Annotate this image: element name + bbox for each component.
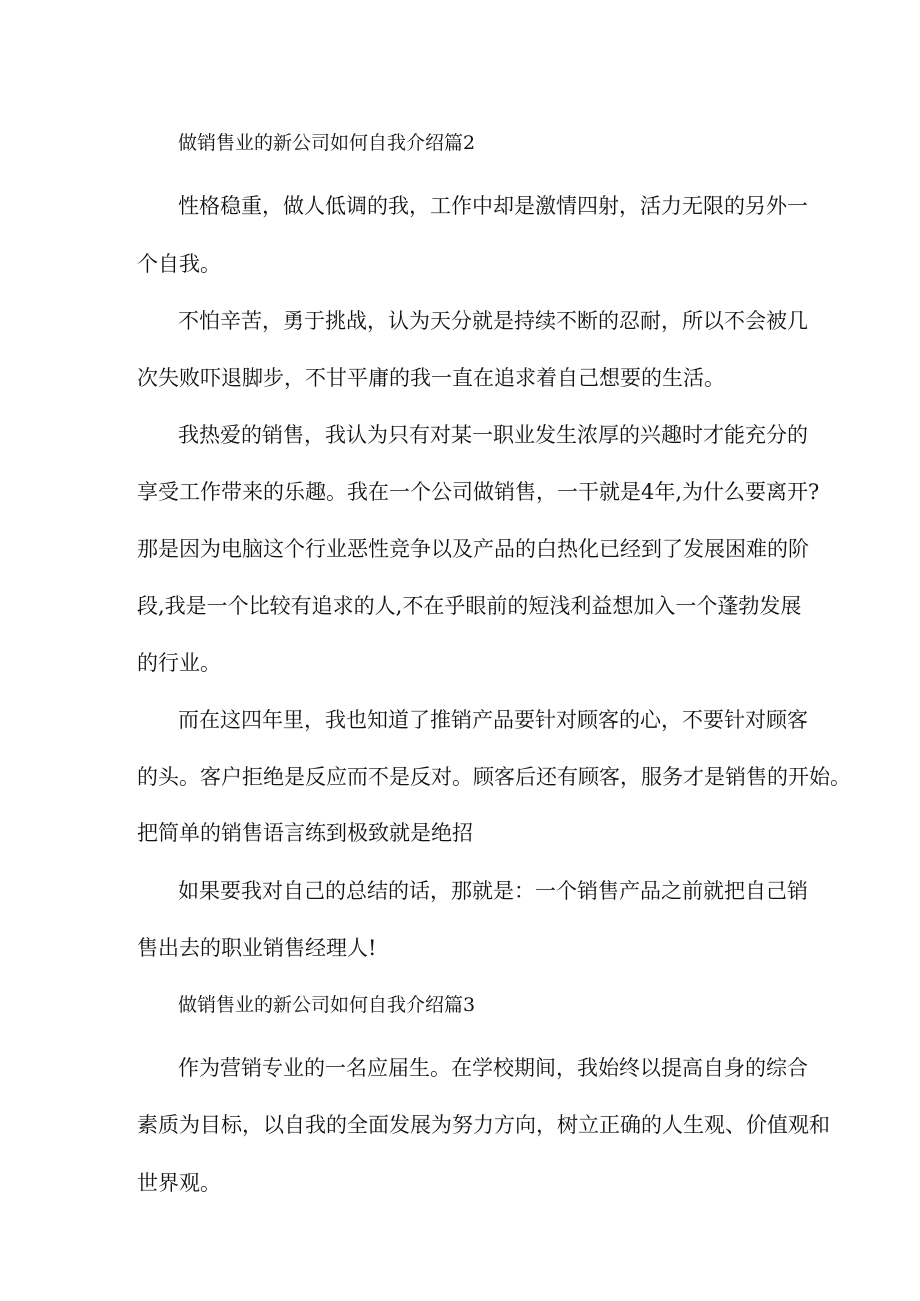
paragraph-line: 的行业。 (137, 651, 221, 675)
paragraph-line: 我热爱的销售，我认为只有对某一职业发生浓厚的兴趣时才能充分的 (178, 423, 808, 447)
paragraph-line: 那是因为电脑这个行业恶性竞争以及产品的白热化已经到了发展困难的阶 (137, 537, 809, 561)
paragraph-line: 售出去的职业销售经理人! (137, 936, 377, 960)
paragraph-line: 不怕辛苦，勇于挑战，认为天分就是持续不断的忍耐，所以不会被几 (178, 309, 808, 333)
paragraph-line: 如果要我对自己的总结的话，那就是：一个销售产品之前就把自己销 (178, 879, 808, 903)
paragraph-line: 素质为目标，以自我的全面发展为努力方向，树立正确的人生观、价值观和 (137, 1113, 830, 1137)
paragraph-line: 享受工作带来的乐趣。我在一个公司做销售，一干就是4年,为什么要离开? (137, 480, 820, 504)
paragraph-line: 性格稳重，做人低调的我，工作中却是激情四射，活力无限的另外一 (178, 194, 808, 218)
paragraph-line: 次失败吓退脚步，不甘平庸的我一直在追求着自己想要的生活。 (137, 366, 725, 390)
paragraph-line: 个自我。 (137, 252, 221, 276)
paragraph-line: 而在这四年里，我也知道了推销产品要针对顾客的心，不要针对顾客 (178, 708, 808, 732)
section-3-heading: 做销售业的新公司如何自我介绍篇3 (178, 994, 476, 1016)
paragraph-line: 作为营销专业的一名应届生。在学校期间，我始终以提高自身的综合 (178, 1056, 808, 1080)
paragraph-line: 把简单的销售语言练到极致就是绝招 (137, 821, 473, 845)
section-2-heading: 做销售业的新公司如何自我介绍篇2 (178, 132, 476, 154)
paragraph-line: 的头。客户拒绝是反应而不是反对。顾客后还有顾客，服务才是销售的开始。 (137, 765, 851, 789)
paragraph-line: 段,我是一个比较有追求的人,不在乎眼前的短浅利益想加入一个蓬勃发展 (137, 594, 802, 618)
paragraph-line: 世界观。 (137, 1171, 221, 1195)
